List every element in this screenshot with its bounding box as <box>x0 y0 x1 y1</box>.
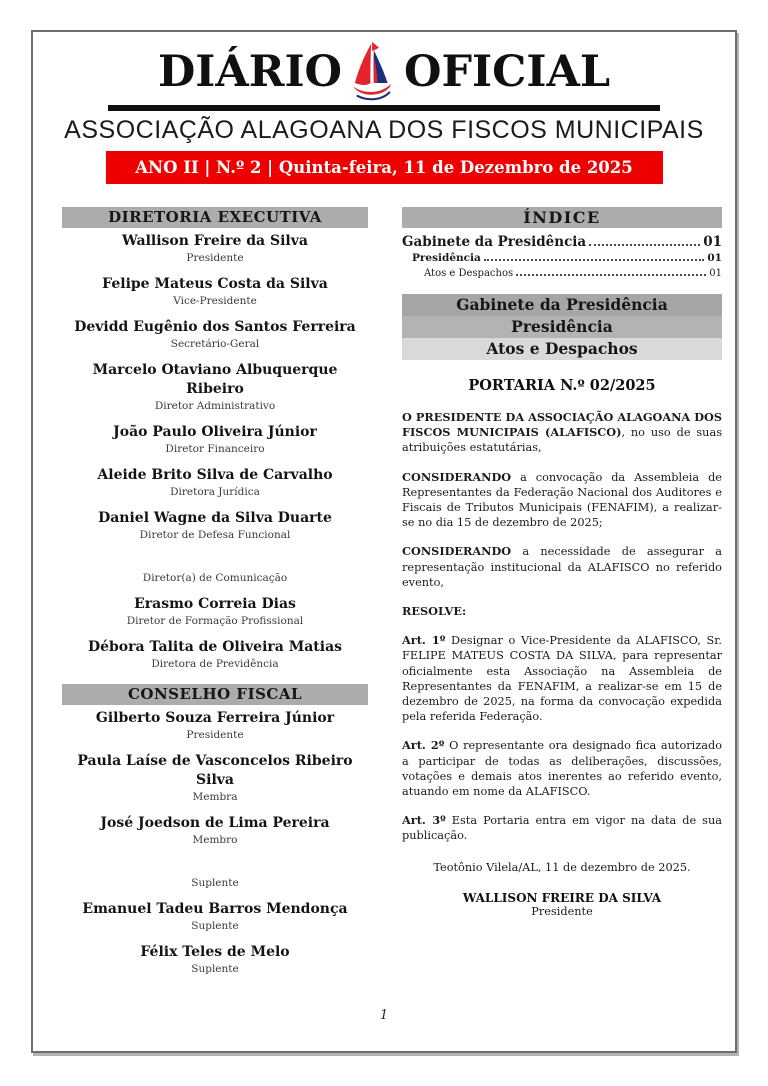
member-role: Suplente <box>191 963 239 975</box>
masthead-title <box>33 40 735 104</box>
index-label: Gabinete da Presidência <box>402 234 587 250</box>
index-leader <box>516 274 706 276</box>
index-label: Presidência <box>412 252 481 264</box>
index-row <box>402 251 722 266</box>
portaria-paragraph <box>402 633 722 724</box>
member-role: Diretor de Formação Profissional <box>126 615 304 627</box>
member-name: Aleide Brito Silva de Carvalho <box>97 467 333 483</box>
right-column <box>402 207 722 918</box>
conselho-heading: CONSELHO FISCAL <box>62 684 368 705</box>
member-entry <box>62 466 368 499</box>
index-page: 01 <box>707 252 722 264</box>
section-bar-atos: Atos e Despachos <box>402 338 722 360</box>
member-role: Diretor Administrativo <box>154 400 276 412</box>
member-role: Suplente <box>191 877 239 889</box>
member-entry <box>62 361 368 413</box>
member-name: Paula Laíse de Vasconcelos Ribeiro Silva <box>77 753 353 788</box>
paragraph-lead: CONSIDERANDO <box>402 469 512 484</box>
member-role: Diretora Jurídica <box>170 486 260 498</box>
paragraph-lead: RESOLVE: <box>402 604 467 619</box>
member-entry <box>62 814 368 847</box>
masthead <box>33 32 735 184</box>
index-leader <box>589 244 700 246</box>
member-entry <box>62 423 368 456</box>
sailboat-logo-icon <box>350 40 396 102</box>
paragraph-lead: O PRESIDENTE DA ASSOCIAÇÃO ALAGOANA DOS FISCOS MUNICIPAIS (ALAFISCO) <box>402 410 722 440</box>
portaria-title: PORTARIA N.º 02/2025 <box>468 377 656 394</box>
member-role: Diretora de Previdência <box>151 658 279 670</box>
member-entry <box>62 943 368 976</box>
paragraph-body: Designar o Vice-Presidente da ALAFISCO, Sr. FELIPE MATEUS COSTA DA SILVA, para representar oficialmente esta Associação na Assembleia de Representantes da FENAFIM, a realizar-se em 15 de dezembro de 2025, na forma da convocação expedida pela referida Federação. <box>402 634 722 724</box>
section-bar-gabinete: Gabinete da Presidência <box>402 294 722 316</box>
page-number: 1 <box>379 1008 389 1023</box>
member-role: Membra <box>192 791 238 803</box>
index-leader <box>484 259 705 261</box>
member-role: Vice-Presidente <box>173 295 257 307</box>
member-name: Daniel Wagne da Silva Duarte <box>98 510 332 526</box>
signature-role: Presidente <box>531 904 593 918</box>
member-role: Diretor Financeiro <box>165 443 265 455</box>
member-entry <box>62 595 368 628</box>
paragraph-lead: Art. 2º <box>402 738 445 753</box>
left-column <box>62 207 368 986</box>
portaria-paragraph <box>402 544 722 590</box>
member-name: Emanuel Tadeu Barros Mendonça <box>82 901 348 917</box>
portaria-paragraph <box>402 470 722 531</box>
member-entry <box>62 709 368 742</box>
index-row <box>402 233 722 251</box>
member-entry <box>62 232 368 265</box>
index-row <box>402 266 722 281</box>
member-name: Erasmo Correia Dias <box>134 596 296 612</box>
masthead-rule <box>108 105 660 111</box>
member-name <box>62 857 368 876</box>
dateline: Teotônio Vilela/AL, 11 de dezembro de 2025. <box>433 860 691 874</box>
index-page: 01 <box>703 234 722 250</box>
member-role: Suplente <box>191 920 239 932</box>
signature-name: WALLISON FREIRE DA SILVA <box>462 890 662 905</box>
portaria-paragraph <box>402 410 722 456</box>
member-role: Secretário-Geral <box>170 338 260 350</box>
index-heading: ÍNDICE <box>402 207 722 228</box>
paragraph-body: , no uso de suas atribuições estatutárias, <box>402 426 722 455</box>
portaria-paragraph <box>402 604 722 619</box>
index-label: Atos e Despachos <box>424 268 514 279</box>
paragraph-lead: Art. 1º <box>402 633 446 648</box>
member-role: Presidente <box>186 252 244 264</box>
paragraph-lead: CONSIDERANDO <box>402 544 512 559</box>
paragraph-body: O representante ora designado fica autorizado a participar de todas as deliberações, discussões, votações e demais atos inerentes ao referido evento, atuando em nome da ALAFISCO. <box>402 739 723 799</box>
content-columns <box>33 184 735 986</box>
member-role: Diretor(a) de Comunicação <box>142 572 288 584</box>
gazette-page <box>31 30 737 1053</box>
member-name: Débora Talita de Oliveira Matias <box>87 639 343 655</box>
member-entry <box>62 552 368 585</box>
member-name: Devidd Eugênio dos Santos Ferreira <box>74 319 356 335</box>
member-entry <box>62 275 368 308</box>
member-name: José Joedson de Lima Pereira <box>100 815 330 831</box>
member-name: Felipe Mateus Costa da Silva <box>102 276 328 292</box>
paragraph-lead: Art. 3º <box>402 813 446 828</box>
member-role: Membro <box>192 834 238 846</box>
member-entry <box>62 900 368 933</box>
masthead-subtitle: ASSOCIAÇÃO ALAGOANA DOS FISCOS MUNICIPAIS <box>64 116 704 144</box>
member-entry <box>62 857 368 890</box>
member-name: Gilberto Souza Ferreira Júnior <box>95 710 335 726</box>
member-entry <box>62 509 368 542</box>
section-bar-presidencia: Presidência <box>402 316 722 338</box>
member-name: Marcelo Otaviano Albuquerque Ribeiro <box>92 362 338 397</box>
portaria-paragraph <box>402 813 722 843</box>
diretoria-heading: DIRETORIA EXECUTIVA <box>62 207 368 228</box>
portaria-paragraph <box>402 738 722 799</box>
member-entry <box>62 318 368 351</box>
masthead-title-right: OFICIAL <box>404 46 611 97</box>
member-entry <box>62 638 368 671</box>
member-entry <box>62 752 368 804</box>
index-page: 01 <box>709 268 722 279</box>
member-name <box>62 552 368 571</box>
section-bars <box>402 294 722 360</box>
edition-banner: ANO II | N.º 2 | Quinta-feira, 11 de Dezembro de 2025 <box>106 151 663 184</box>
paragraph-body: a convocação da Assembleia de Representantes da Federação Nacional dos Auditores e Fiscais de Tributos Municipais (FENAFIM), a realizar-se no dia 15 de dezembro de 2025; <box>402 470 722 530</box>
member-name: Wallison Freire da Silva <box>122 233 308 249</box>
member-role: Diretor de Defesa Funcional <box>139 529 291 541</box>
member-name: Félix Teles de Melo <box>140 944 290 960</box>
masthead-title-left: DIÁRIO <box>157 46 343 97</box>
paragraph-body: Esta Portaria entra em vigor na data de sua publicação. <box>402 814 722 843</box>
paragraph-body: a necessidade de assegurar a representação institucional da ALAFISCO no referido evento, <box>402 545 722 589</box>
member-name: João Paulo Oliveira Júnior <box>113 424 317 440</box>
member-role: Presidente <box>186 729 244 741</box>
